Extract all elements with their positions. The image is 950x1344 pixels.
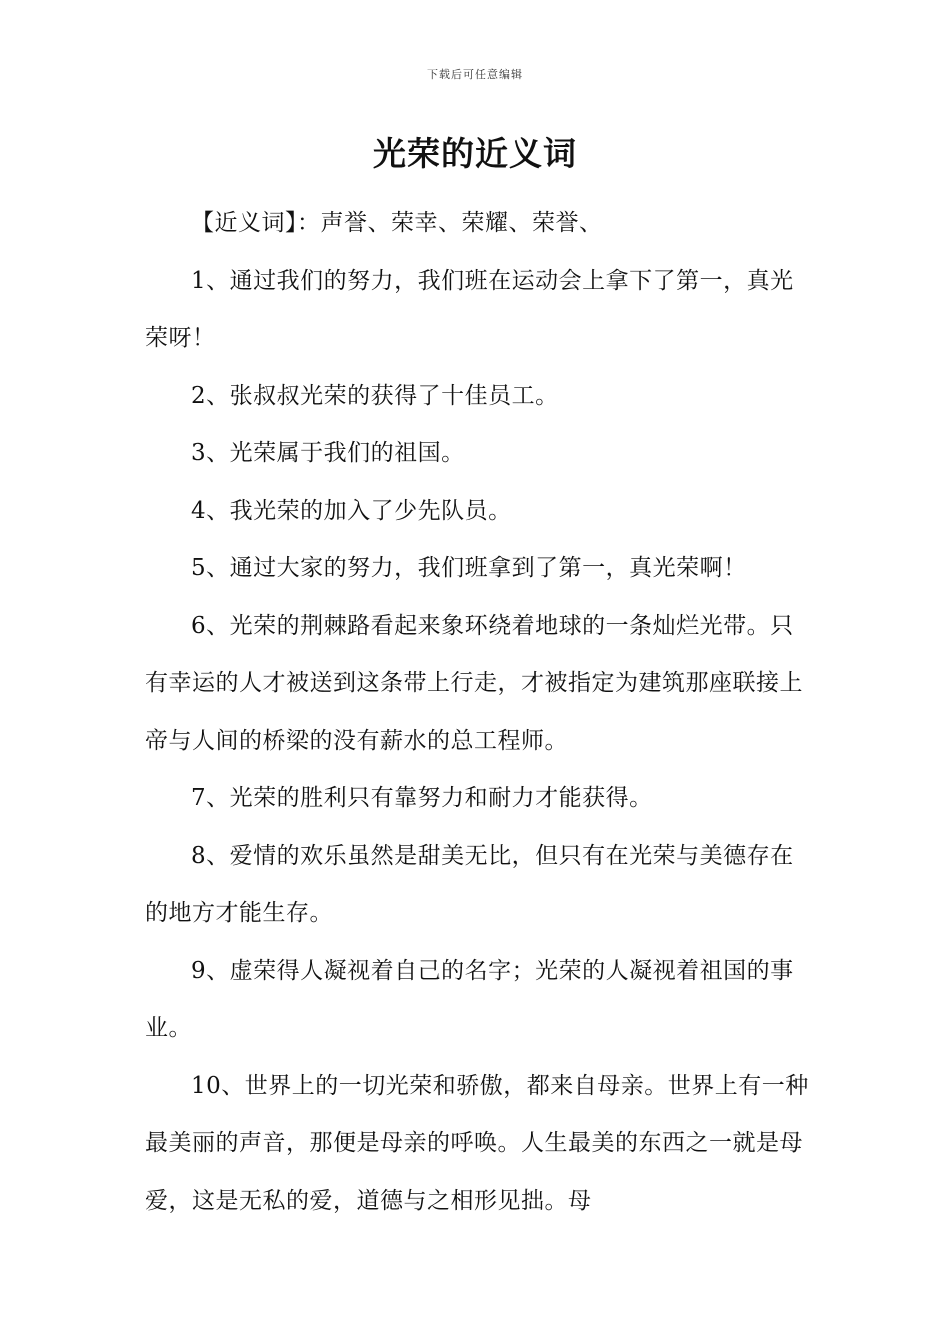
example-paragraph: 4、我光荣的加入了少先队员。 — [191, 497, 512, 524]
example-paragraph: 6、光荣的荆棘路看起来象环绕着地球的一条灿烂光带。只有幸运的人才被送到这条带上行走，才被指定为建筑那座联接上帝与人间的桥梁的没有薪水的总工程师。 — [145, 612, 803, 754]
document-body — [145, 195, 815, 1230]
document-title: 光荣的近义词 — [373, 134, 577, 173]
example-paragraph: 9、虚荣得人凝视着自己的名字；光荣的人凝视着祖国的事业。 — [145, 957, 794, 1041]
example-paragraph: 7、光荣的胜利只有靠努力和耐力才能获得。 — [191, 785, 653, 811]
example-paragraph: 2、张叔叔光荣的获得了十佳员工。 — [191, 382, 559, 409]
example-paragraph: 1、通过我们的努力，我们班在运动会上拿下了第一，真光荣呀！ — [145, 267, 794, 351]
example-paragraph: 5、通过大家的努力，我们班拿到了第一，真光荣啊！ — [191, 555, 747, 581]
synonyms-paragraph: 【近义词】：声誉、荣幸、荣耀、荣誉、 — [191, 210, 603, 236]
header-note: 下载后可任意编辑 — [427, 68, 523, 81]
example-paragraph: 3、光荣属于我们的祖国。 — [191, 440, 465, 466]
example-paragraph: 8、爱情的欢乐虽然是甜美无比，但只有在光荣与美德存在的地方才能生存。 — [145, 842, 794, 926]
example-paragraph: 10、世界上的一切光荣和骄傲，都来自母亲。世界上有一种最美丽的声音，那便是母亲的呼唤。人生最美的东西之一就是母爱，这是无私的爱，道德与之相形见拙。母 — [145, 1072, 809, 1214]
